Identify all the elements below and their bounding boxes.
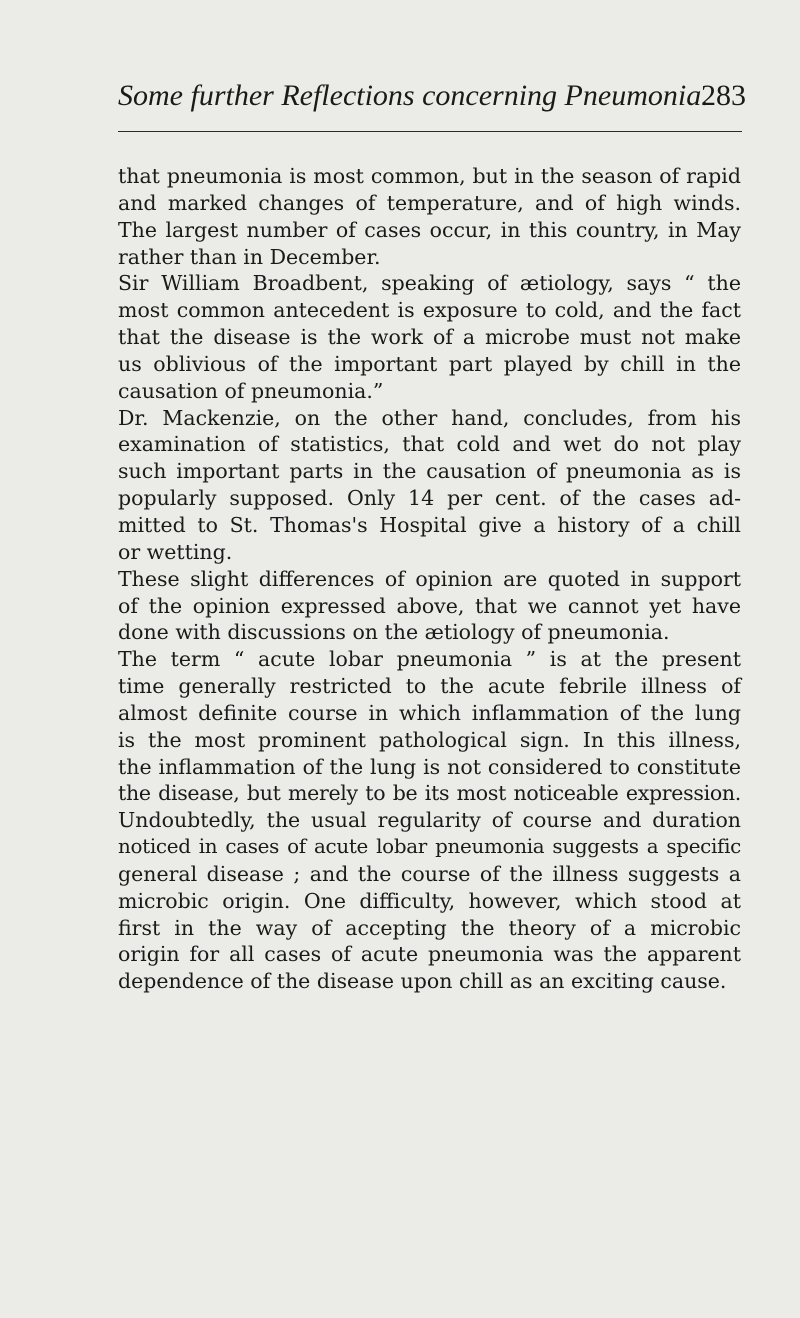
text-line: of the opinion expressed above, that we cannot yet have (118, 593, 741, 618)
text-line: Undoubtedly, the usual regularity of course and duration (118, 808, 741, 833)
text-line: us oblivious of the important part played by chill in the (118, 351, 741, 376)
paragraph-mackenzie (118, 405, 741, 566)
paragraph-broadbent (118, 270, 741, 404)
page-number: 283 (701, 79, 746, 112)
text-line: mitted to St. Thomas's Hospital give a history of a chill (118, 512, 741, 537)
text-line: most common antecedent is exposure to cold, and the fact (118, 298, 741, 323)
paragraph-differences (118, 566, 741, 647)
text-line: the disease, but merely to be its most noticeable expression. (118, 781, 741, 806)
text-line: and marked changes of temperature, and of high winds. (118, 190, 741, 215)
running-head (108, 76, 746, 116)
text-line: noticed in cases of acute lobar pneumonia suggests a specific (118, 835, 741, 859)
text-line: popularly supposed. Only 14 per cent. of the cases ad- (118, 486, 741, 511)
paragraph-seasons (118, 163, 741, 270)
text-line: done with discussions on the ætiology of pneumonia. (118, 620, 670, 645)
text-line: dependence of the disease upon chill as an exciting cause. (118, 969, 727, 994)
text-line: microbic origin. One difficulty, however, which stood at (118, 888, 741, 913)
text-line: time generally restricted to the acute febrile illness of (118, 674, 741, 699)
text-line: first in the way of accepting the theory of a microbic (118, 915, 741, 940)
text-line: or wetting. (118, 539, 233, 564)
running-title: Some further Reflections concerning Pneumonia. (118, 79, 709, 112)
text-line: causation of pneumonia.” (118, 378, 384, 403)
text-line: rather than in December. (118, 244, 381, 269)
text-line: Sir William Broadbent, speaking of ætiology, says “ the (118, 271, 741, 296)
text-line: almost definite course in which inflammation of the lung (118, 700, 741, 725)
text-line: origin for all cases of acute pneumonia was the apparent (118, 942, 741, 967)
body-text (118, 163, 741, 995)
header-rule (118, 131, 742, 132)
text-line: The term “ acute lobar pneumonia ” is at the present (118, 647, 741, 672)
text-line: is the most prominent pathological sign. In this illness, (118, 727, 741, 752)
text-line: general disease ; and the course of the illness suggests a (118, 861, 741, 886)
text-line: The largest number of cases occur, in this country, in May (118, 217, 741, 242)
text-line: the inflammation of the lung is not considered to constitute (118, 754, 741, 779)
text-line: that the disease is the work of a microbe must not make (118, 325, 741, 350)
text-line: examination of statistics, that cold and wet do not play (118, 432, 741, 457)
text-line: such important parts in the causation of pneumonia as is (118, 459, 741, 484)
text-line: Dr. Mackenzie, on the other hand, concludes, from his (118, 405, 741, 430)
text-line: that pneumonia is most common, but in the season of rapid (118, 164, 741, 188)
text-line: These slight differences of opinion are quoted in support (118, 566, 741, 591)
paragraph-lobar-pneumonia (118, 646, 741, 995)
